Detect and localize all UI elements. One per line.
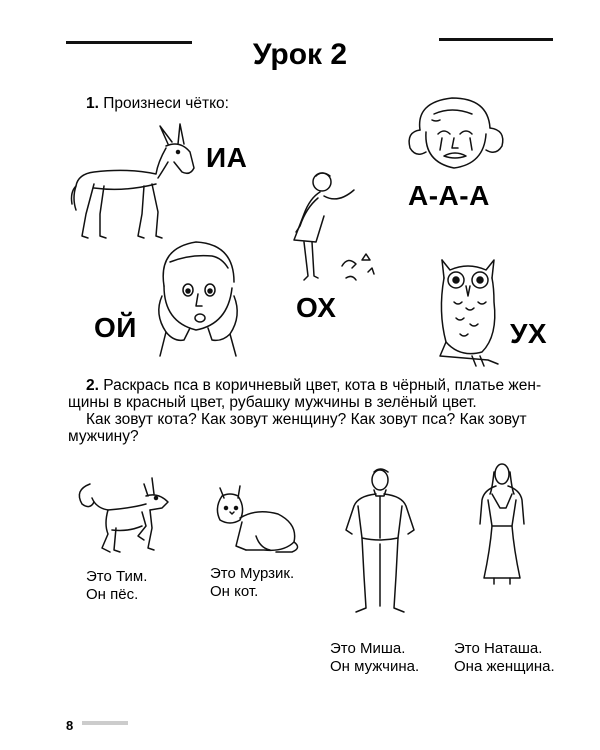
caption-cat-line-2: Он кот. <box>210 583 259 600</box>
sound-aaa: А-А-А <box>408 180 490 211</box>
task2-line-4: мужчину? <box>68 428 139 445</box>
owl-illustration <box>432 252 504 368</box>
caption-woman-line-2: Она женщина. <box>454 658 555 675</box>
caption-dog <box>86 568 147 604</box>
sound-oy: ОЙ <box>94 312 137 343</box>
caption-dog-line-1: Это Тим. <box>86 568 148 585</box>
caption-man <box>330 640 419 676</box>
cat-illustration <box>206 478 302 556</box>
caption-cat-line-1: Это Мурзик. <box>210 565 295 582</box>
old-woman-face-illustration <box>402 92 512 172</box>
caption-man-line-2: Он мужчина. <box>330 658 420 675</box>
boy-face-illustration <box>150 236 246 358</box>
task2-line-1: 2. Раскрась пса в коричневый цвет, кота в чёрный, платье жен- <box>86 377 542 394</box>
girl-broken-cup-illustration <box>282 168 392 290</box>
lesson-title: Урок 2 <box>252 38 348 71</box>
caption-cat <box>210 565 294 601</box>
caption-dog-line-2: Он пёс. <box>86 586 139 603</box>
dog-illustration <box>72 472 172 564</box>
woman-illustration <box>470 460 536 586</box>
footer-print-mark <box>82 721 128 725</box>
sound-oh: ОХ <box>296 292 337 323</box>
donkey-illustration <box>68 122 198 247</box>
sound-uh: УХ <box>510 318 548 349</box>
man-illustration <box>340 466 420 616</box>
task1-number: 1. <box>86 95 99 112</box>
sound-ia: ИА <box>206 142 248 173</box>
caption-woman <box>454 640 555 676</box>
caption-man-line-1: Это Миша. <box>330 640 406 657</box>
task1-text: Произнеси чётко: <box>103 95 229 112</box>
page-number: 8 <box>66 718 74 733</box>
task1-instruction <box>86 95 229 112</box>
task2-line-3: Как зовут кота? Как зовут женщину? Как зовут пса? Как зовут <box>86 411 527 428</box>
caption-woman-line-1: Это Наташа. <box>454 640 543 657</box>
task2-text <box>68 377 568 445</box>
task2-number: 2. <box>86 377 99 394</box>
task2-line-2: щины в красный цвет, рубашку мужчины в зелёный цвет. <box>68 394 477 411</box>
